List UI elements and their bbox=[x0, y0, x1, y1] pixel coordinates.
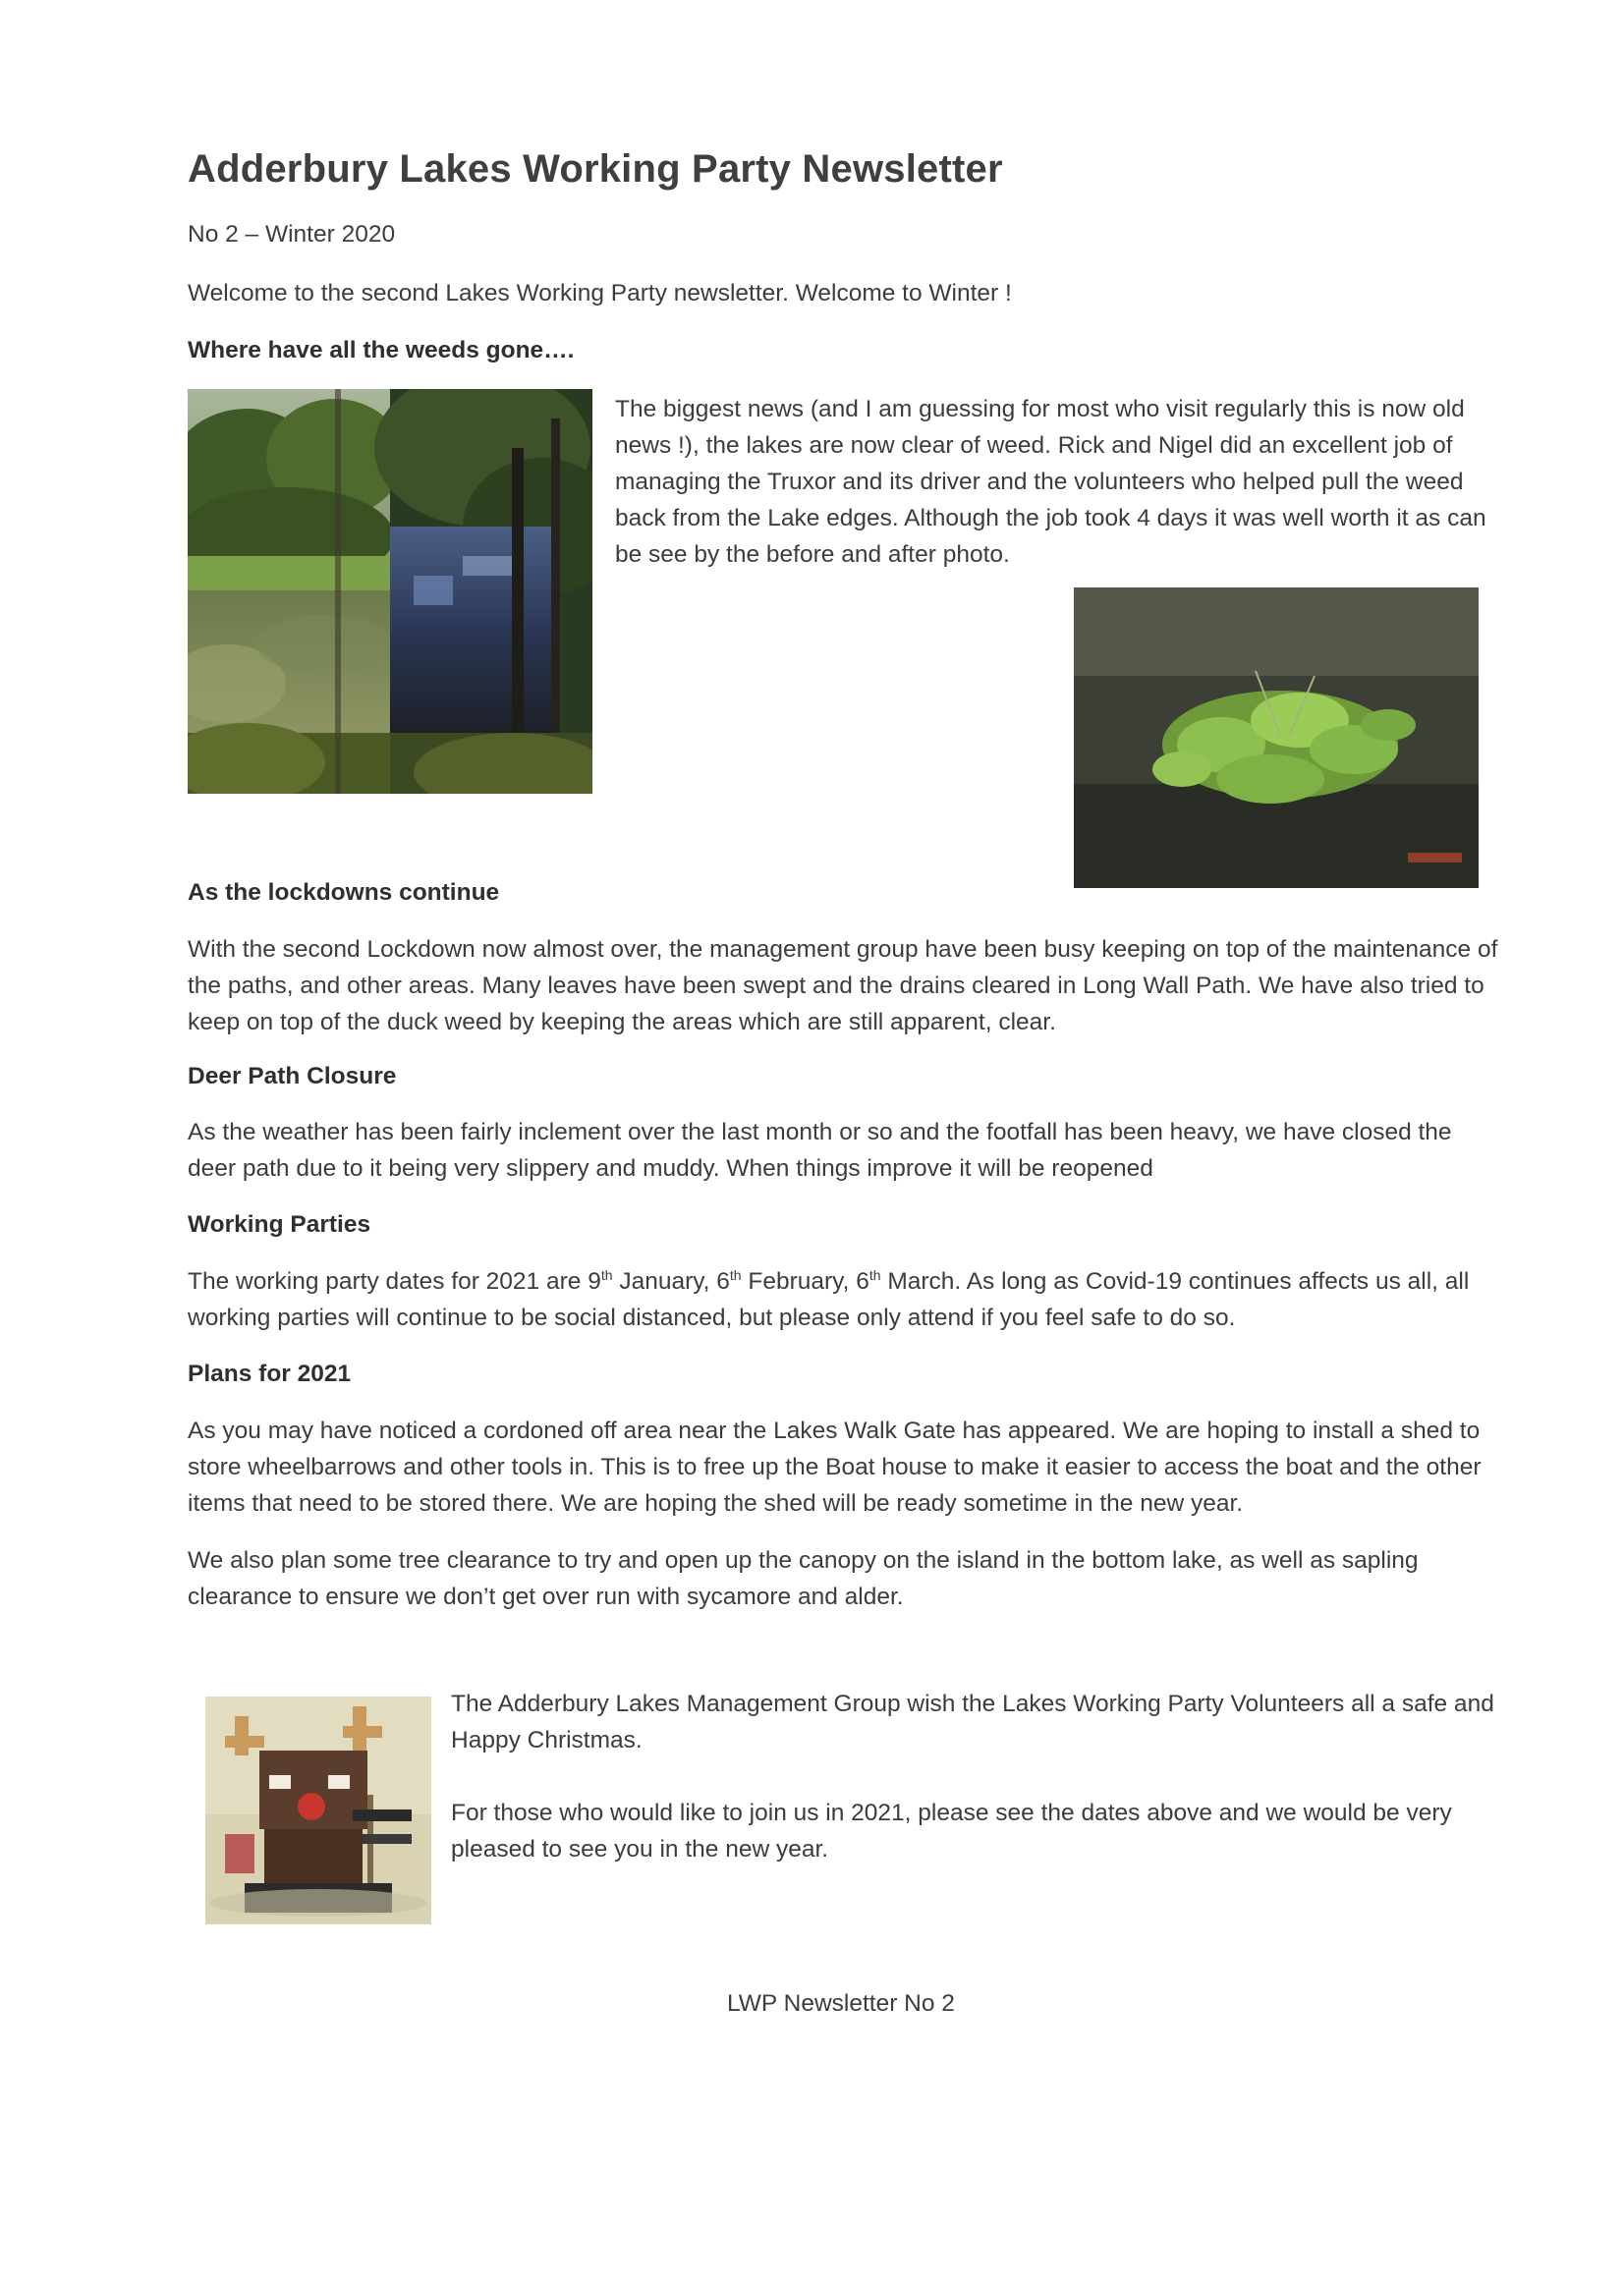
plans-body-2: We also plan some tree clearance to try and open up the canopy on the island in the bottom lake, as well as sapling clearance to ensure we don’t get over run with sycamore and alder. bbox=[188, 1547, 1419, 1610]
lockdowns-body: With the second Lockdown now almost over, the management group have been busy keeping on top of the maintenance of the paths, and other areas. Many leaves have been swept and the drains cleared in Long Wall Path. We have also tried to keep on top of the duck weed by keeping the areas which are still apparent, clear. bbox=[188, 936, 1498, 1035]
weeds-heading: Where have all the weeds gone…. bbox=[188, 337, 575, 363]
before-after-lake-photo bbox=[188, 389, 592, 794]
issue-label: No 2 – Winter 2020 bbox=[188, 221, 396, 248]
christmas-invite: For those who would like to join us in 2021, please see the dates above and we would be very pleased to see you in the new year. bbox=[451, 1800, 1452, 1863]
christmas-message: The Adderbury Lakes Management Group wish the Lakes Working Party Volunteers all a safe and Happy Christmas. bbox=[451, 1691, 1494, 1753]
date1-suffix: th bbox=[600, 1266, 613, 1283]
working-parties-body bbox=[188, 1263, 1504, 1336]
plans-heading: Plans for 2021 bbox=[188, 1361, 352, 1387]
weeds-body: The biggest news (and I am guessing for most who visit regularly this is now old news !), the lakes are now clear of weed. Rick and Nigel did an excellent job of managing the Truxor and its driver and the volunteers who helped pull the weed back from the Lake edges. Although the job took 4 days it was well worth it as can be see by the before and after photo. bbox=[615, 396, 1486, 568]
deer-path-body: As the weather has been fairly inclement over the last month or so and the footfall has been heavy, we have closed the deer path due to it being very slippery and muddy. When things improve it will be reopened bbox=[188, 1119, 1452, 1182]
lily-pad-photo bbox=[1074, 587, 1479, 888]
working-parties-intro: The working party dates for 2021 are 9 bbox=[188, 1268, 601, 1295]
lockdowns-heading: As the lockdowns continue bbox=[188, 879, 500, 906]
working-parties-date2: January, 6 bbox=[612, 1268, 730, 1295]
reindeer-figure-photo bbox=[205, 1697, 431, 1924]
welcome-text: Welcome to the second Lakes Working Party newsletter. Welcome to Winter ! bbox=[188, 280, 1012, 306]
working-parties-rest: March. As long as Covid-19 continues affects us all, all working parties will continue to be social distanced, but please only attend if you feel safe to do so. bbox=[188, 1268, 1470, 1331]
working-parties-heading: Working Parties bbox=[188, 1211, 371, 1238]
deer-path-heading: Deer Path Closure bbox=[188, 1063, 397, 1089]
date3-suffix: th bbox=[868, 1266, 881, 1283]
page-title: Adderbury Lakes Working Party Newsletter bbox=[188, 147, 1003, 191]
working-parties-date3: February, 6 bbox=[741, 1268, 869, 1295]
plans-body-1: As you may have noticed a cordoned off area near the Lakes Walk Gate has appeared. We are hoping to install a shed to store wheelbarrows and other tools in. This is to free up the Boat house to make it easier to access the boat and the other items that need to be stored there. We are hoping the shed will be ready sometime in the new year. bbox=[188, 1418, 1482, 1517]
footer-label: LWP Newsletter No 2 bbox=[727, 1990, 955, 2017]
date2-suffix: th bbox=[729, 1266, 742, 1283]
